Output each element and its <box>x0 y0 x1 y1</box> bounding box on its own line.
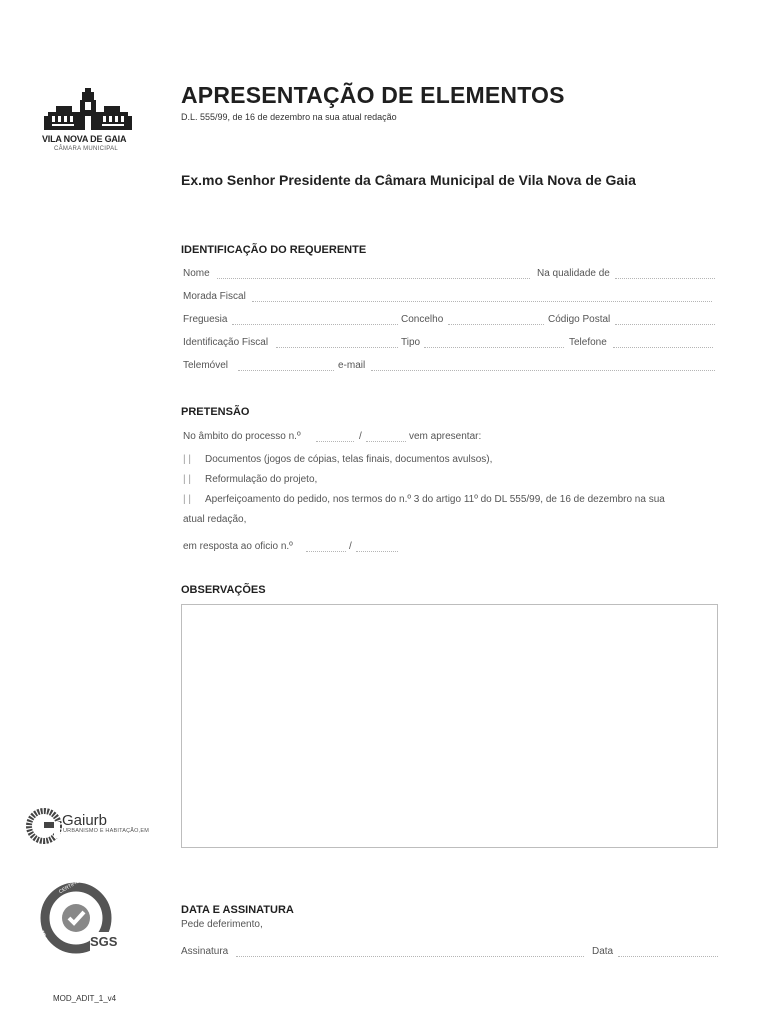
concelho-field[interactable] <box>448 324 544 325</box>
logo-name: VILA NOVA DE GAIA <box>42 134 127 144</box>
processo-numero-field[interactable] <box>316 441 354 442</box>
pede-deferimento: Pede deferimento, <box>181 919 263 930</box>
email-field[interactable] <box>371 370 715 371</box>
freguesia-label: Freguesia <box>183 314 228 325</box>
data-field[interactable] <box>618 956 718 957</box>
identificacao-fiscal-label: Identificação Fiscal <box>183 337 269 348</box>
observacoes-textarea[interactable] <box>181 604 718 848</box>
concelho-label: Concelho <box>401 314 444 325</box>
logo-subtitle: CÂMARA MUNICIPAL <box>54 146 119 152</box>
form-subtitle: D.L. 555/99, de 16 de dezembro na sua atual redação <box>181 112 397 122</box>
gaiurb-name: Gaiurb <box>62 812 108 829</box>
nome-field[interactable] <box>217 278 530 279</box>
telefone-field[interactable] <box>613 347 713 348</box>
sgs-brand: SGS <box>90 934 118 949</box>
sgs-ring-text: CERTIFICAÇÃO DE SISTEMAS <box>58 853 124 896</box>
oficio-numero-field[interactable] <box>306 551 346 552</box>
opcao-aperfeicoamento[interactable] <box>183 494 665 505</box>
pretensao-heading: PRETENSÃO <box>181 406 250 418</box>
reformulacao-checkbox[interactable]: | | <box>183 474 191 485</box>
data-label: Data <box>592 946 614 957</box>
assinatura-field[interactable] <box>236 956 584 957</box>
form-title: APRESENTAÇÃO DE ELEMENTOS <box>181 82 565 108</box>
freguesia-field[interactable] <box>232 324 398 325</box>
gaiurb-logo-icon <box>26 808 66 844</box>
morada-field[interactable] <box>252 301 712 302</box>
oficio-ano-field[interactable] <box>356 551 398 552</box>
email-label: e-mail <box>338 360 366 371</box>
tipo-field[interactable] <box>424 347 564 348</box>
codigo-postal-label: Código Postal <box>548 314 611 325</box>
assinatura-label: Assinatura <box>181 946 229 957</box>
opcao-reformulacao[interactable] <box>183 474 317 485</box>
opcao-documentos-label: Documentos (jogos de cópias, telas finais, documentos avulsos), <box>205 454 493 465</box>
processo-ano-field[interactable] <box>366 441 406 442</box>
vem-apresentar-label: vem apresentar: <box>409 431 482 442</box>
telemovel-field[interactable] <box>238 370 334 371</box>
telefone-label: Telefone <box>569 337 607 348</box>
form-code: MOD_ADIT_1_v4 <box>53 994 117 1003</box>
telemovel-label: Telemóvel <box>183 360 229 371</box>
qualidade-field[interactable] <box>615 278 715 279</box>
processo-separator: / <box>359 431 362 442</box>
qualidade-label: Na qualidade de <box>537 268 610 279</box>
identificacao-fiscal-field[interactable] <box>276 347 398 348</box>
documentos-checkbox[interactable]: | | <box>183 454 191 465</box>
codigo-postal-field[interactable] <box>615 324 715 325</box>
opcao-aperfeicoamento-label: Aperfeiçoamento do pedido, nos termos do n.º 3 do artigo 11º do DL 555/99, de 16 de dezembro na sua <box>205 494 665 505</box>
opcao-documentos[interactable] <box>183 454 492 465</box>
addressee: Ex.mo Senhor Presidente da Câmara Municipal de Vila Nova de Gaia <box>181 172 636 188</box>
oficio-separator: / <box>349 541 352 552</box>
observacoes-heading: OBSERVAÇÕES <box>181 584 266 596</box>
oficio-label: em resposta ao oficio n.º <box>183 541 293 552</box>
opcao-reformulacao-label: Reformulação do projeto, <box>205 474 318 485</box>
aperfeicoamento-checkbox[interactable]: | | <box>183 494 191 505</box>
nome-label: Nome <box>183 268 210 279</box>
vila-nova-de-gaia-logo <box>42 86 134 134</box>
morada-label: Morada Fiscal <box>183 291 246 302</box>
gaiurb-subtitle: URBANISMO E HABITAÇÃO,EM <box>63 828 149 834</box>
identificacao-heading: IDENTIFICAÇÃO DO REQUERENTE <box>181 244 367 256</box>
sgs-iso-text: ISO 9001 <box>37 930 55 961</box>
data-assinatura-heading: DATA E ASSINATURA <box>181 904 294 916</box>
opcao-aperfeicoamento-cont: atual redação, <box>183 514 247 525</box>
tipo-label: Tipo <box>401 337 421 348</box>
processo-label: No âmbito do processo n.º <box>183 431 301 442</box>
